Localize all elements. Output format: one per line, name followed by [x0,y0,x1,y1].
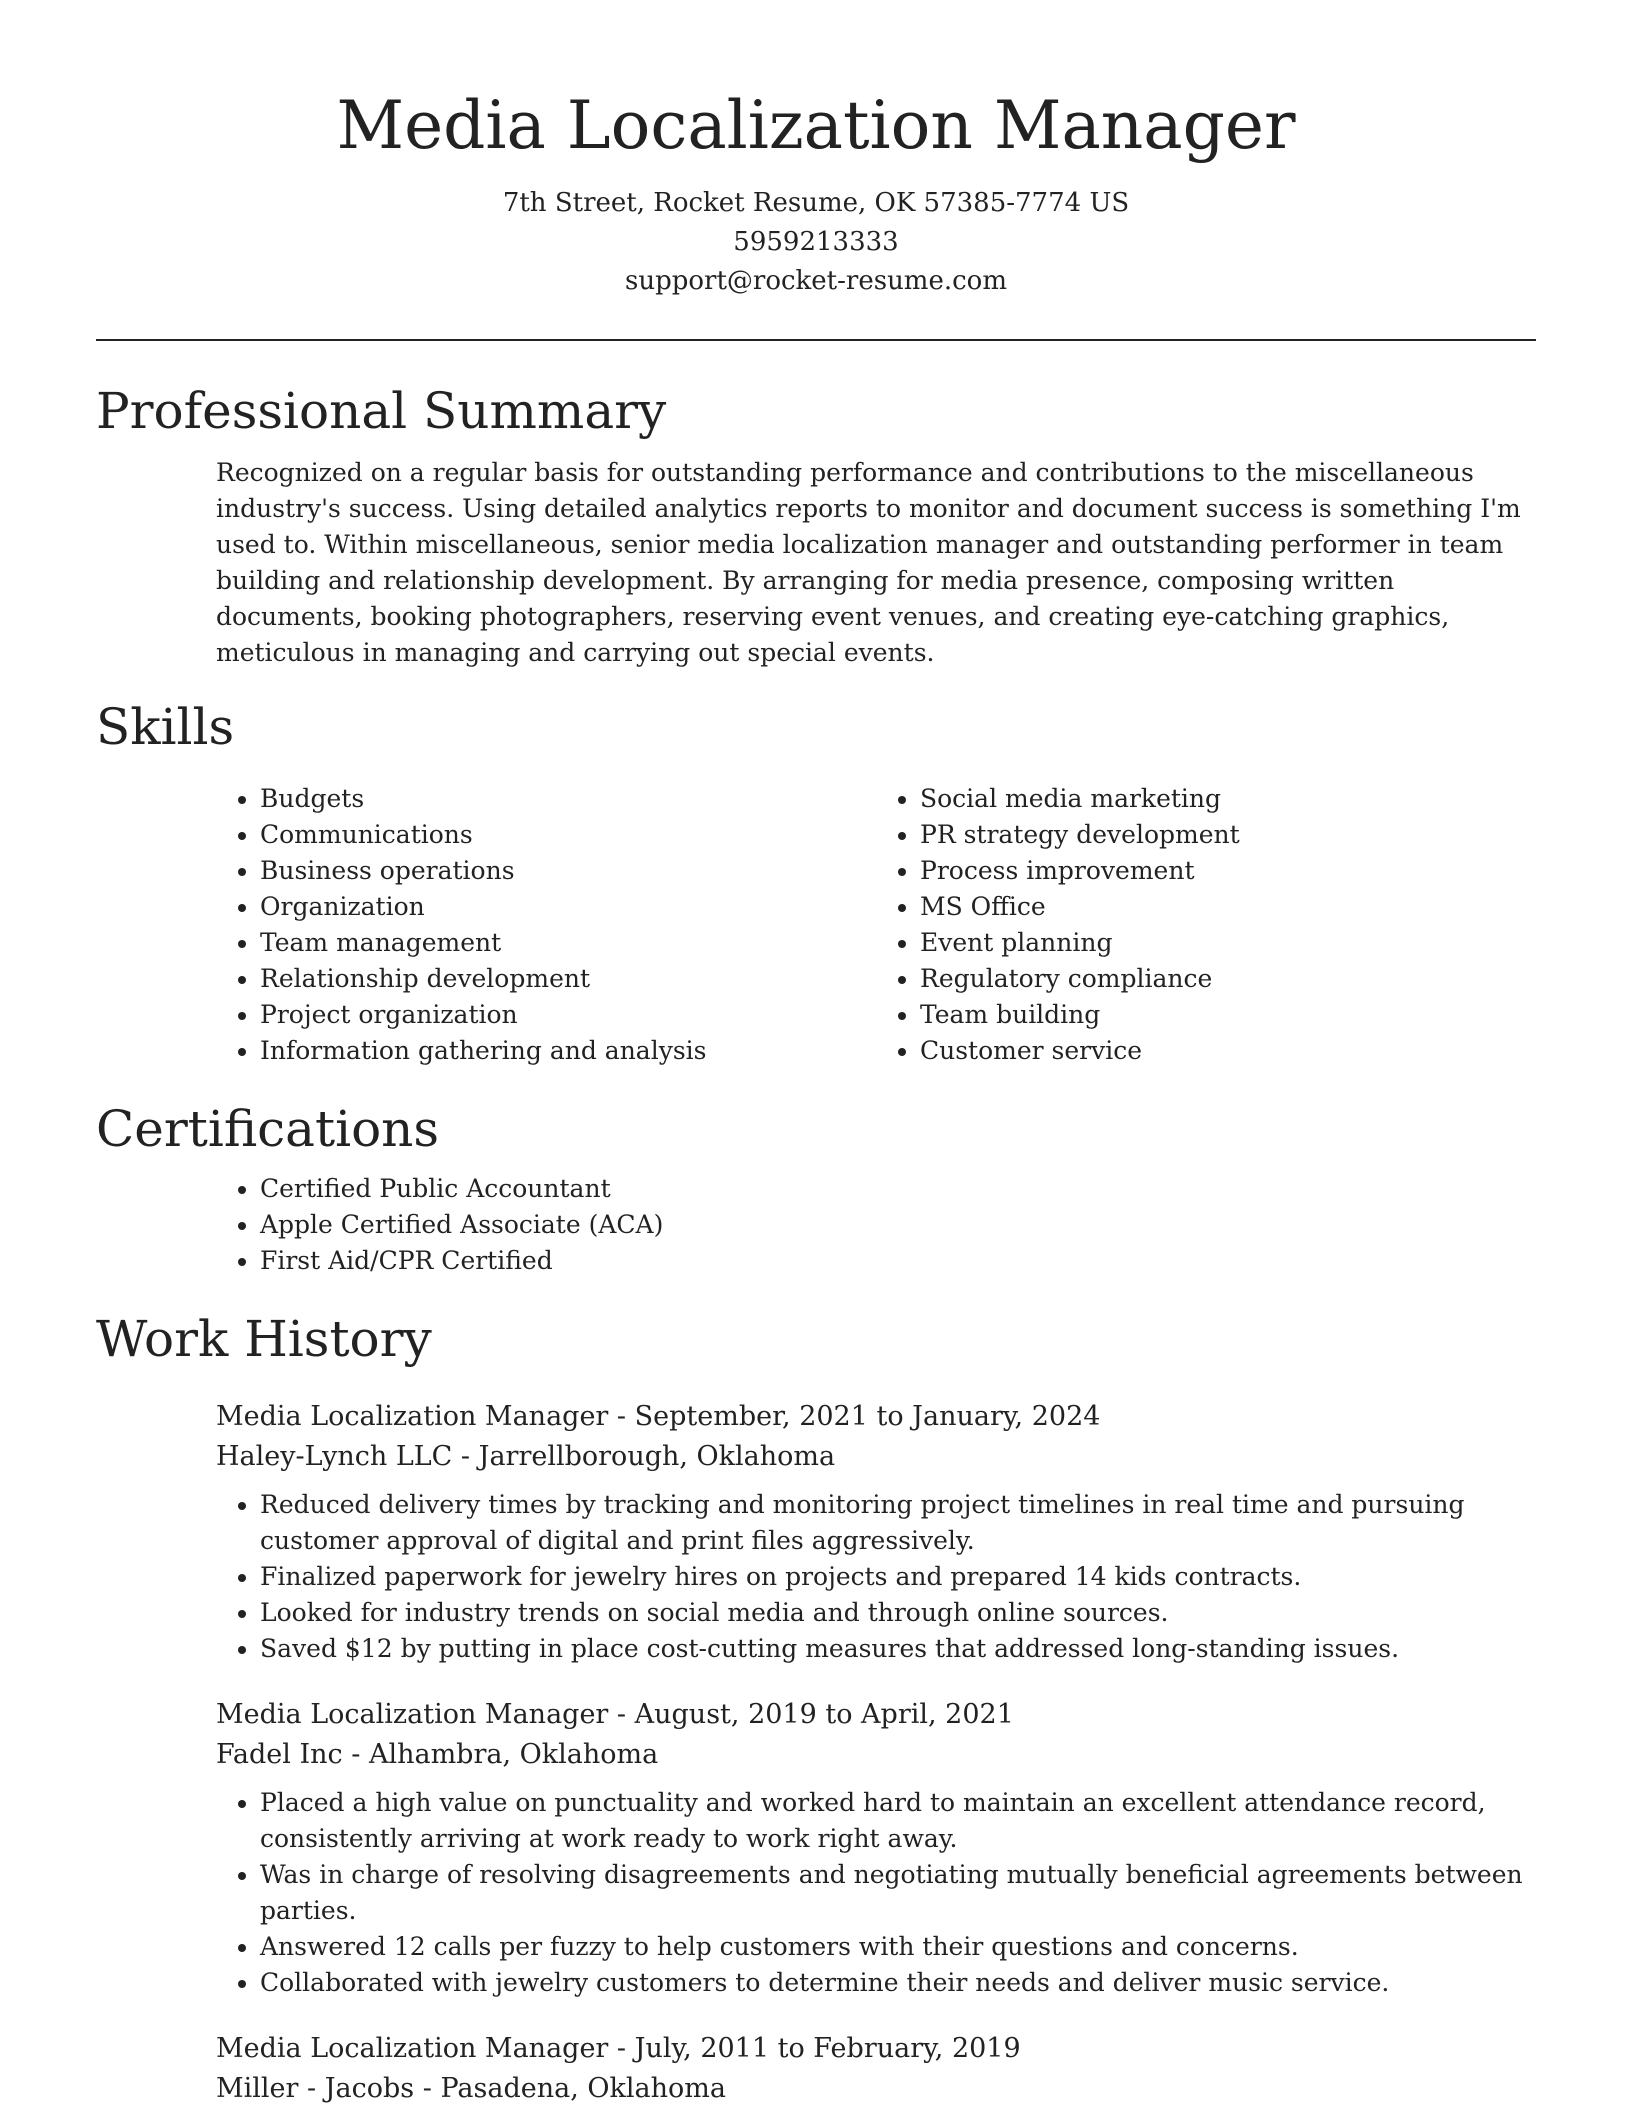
summary-heading: Professional Summary [96,382,667,440]
certifications-body [216,1171,1536,1279]
job-bullets [216,1785,1536,2001]
skills-grid [216,781,1536,1069]
skill-item: • Team building [920,997,1536,1033]
job-dates: - August, 2019 to April, 2021 [608,1699,1014,1730]
job-company: Haley-Lynch LLC [216,1441,453,1472]
job-company: Miller - Jacobs [216,2073,415,2104]
skills-column-left [216,781,876,1069]
summary-text: Recognized on a regular basis for outstanding performance and contributions to the miscellaneous industry's success. Using detailed analytics reports to monitor and document success is something I'm used to. Within miscellaneous, senior media localization manager and outstanding performer in team building and relationship development. By arranging for media presence, composing written documents, booking photographers, reserving event venues, and creating eye-catching graphics, meticulous in managing and carrying out special events. [216,458,1521,667]
email: support@rocket-resume.com [624,266,1007,296]
job-role: Media Localization Manager [216,2033,609,2064]
certifications-heading: Certifications [96,1100,440,1158]
header-divider [96,339,1536,341]
skill-item: • MS Office [920,889,1536,925]
job-role: Media Localization Manager [216,1699,609,1730]
skill-item: • Process improvement [920,853,1536,889]
skill-item: • Information gathering and analysis [260,1033,876,1069]
address: 7th Street, Rocket Resume, OK 57385-7774 US [502,188,1130,218]
skill-item: • Event planning [920,925,1536,961]
phone: 5959213333 [733,227,899,257]
skills-column-right [876,781,1536,1069]
job-bullet: • Answered 12 calls per fuzzy to help customers with their questions and concerns. [260,1929,1536,1965]
job-dates: - September, 2021 to January, 2024 [608,1401,1101,1432]
job-bullet: • Placed a high value on punctuality and worked hard to maintain an excellent attendance record, consistently arriving at work ready to work right away. [260,1785,1536,1857]
skill-item: • Communications [260,817,876,853]
job-role-line [216,2029,1536,2069]
job-role-line [216,1397,1536,1437]
job-entry [216,1695,1536,2001]
skill-item: • Organization [260,889,876,925]
skill-item: • PR strategy development [920,817,1536,853]
skill-item: • Social media marketing [920,781,1536,817]
job-company-line [216,2069,1536,2109]
skill-item: • Team management [260,925,876,961]
job-bullet: • Saved $12 by putting in place cost-cutting measures that addressed long-standing issues. [260,1631,1536,1667]
job-entry [216,2029,1536,2109]
job-bullets [216,1487,1536,1667]
job-bullet: • Reduced delivery times by tracking and monitoring project timelines in real time and pursuing customer approval of digital and print files aggressively. [260,1487,1536,1559]
skill-item: • Budgets [260,781,876,817]
certification-item: • Certified Public Accountant [260,1171,1536,1207]
job-bullet: • Was in charge of resolving disagreements and negotiating mutually beneficial agreements between parties. [260,1857,1536,1929]
job-company-line [216,1437,1536,1477]
certifications-list [216,1171,1536,1279]
job-location: - Alhambra, Oklahoma [342,1739,659,1770]
contact-block [96,184,1536,301]
job-bullet: • Collaborated with jewelry customers to determine their needs and deliver music service. [260,1965,1536,2001]
job-bullet: • Finalized paperwork for jewelry hires on projects and prepared 14 kids contracts. [260,1559,1536,1595]
resume-header [96,0,1536,301]
candidate-name: Media Localization Manager [336,87,1296,164]
job-location: - Pasadena, Oklahoma [414,2073,726,2104]
skill-item: • Customer service [920,1033,1536,1069]
work-history-body [216,1397,1536,2109]
job-bullet: • Looked for industry trends on social media and through online sources. [260,1595,1536,1631]
job-role: Media Localization Manager [216,1401,609,1432]
skill-item: • Relationship development [260,961,876,997]
job-entry [216,1397,1536,1667]
certification-item: • First Aid/CPR Certified [260,1243,1536,1279]
skill-item: • Business operations [260,853,876,889]
skill-item: • Regulatory compliance [920,961,1536,997]
certification-item: • Apple Certified Associate (ACA) [260,1207,1536,1243]
job-location: - Jarrellborough, Oklahoma [452,1441,836,1472]
work-history-heading: Work History [96,1310,432,1368]
job-company: Fadel Inc [216,1739,343,1770]
skill-item: • Project organization [260,997,876,1033]
job-dates: - July, 2011 to February, 2019 [608,2033,1021,2064]
skills-heading: Skills [96,698,235,756]
resume-page [96,0,1536,2109]
job-company-line [216,1735,1536,1775]
job-role-line [216,1695,1536,1735]
